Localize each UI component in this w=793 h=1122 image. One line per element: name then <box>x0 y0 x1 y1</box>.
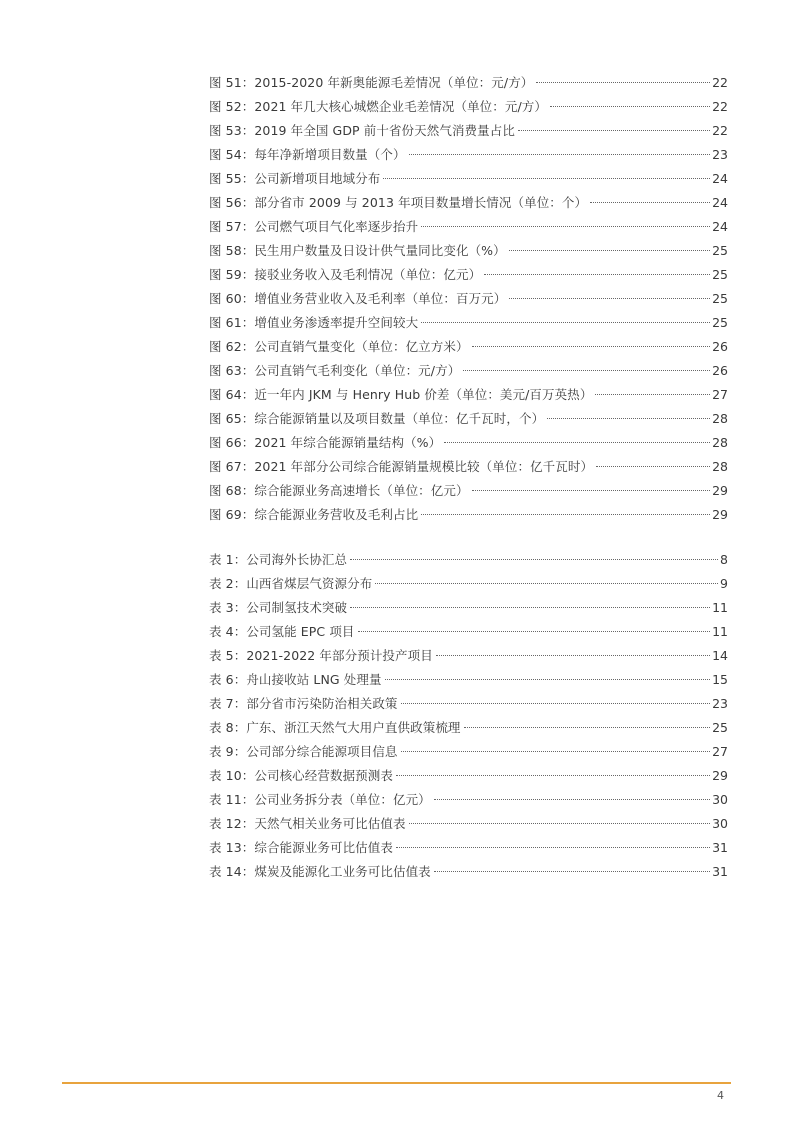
toc-entry-page: 29 <box>712 507 728 522</box>
dot-leader <box>434 799 710 800</box>
toc-entry-label: 表 2：山西省煤层气资源分布 <box>209 576 373 591</box>
toc-entry[interactable] <box>209 122 728 146</box>
toc-entry-page: 23 <box>712 696 728 711</box>
toc-entry-label: 图 60：增值业务营业收入及毛利率（单位：百万元） <box>209 291 507 306</box>
toc-entry-page: 25 <box>712 720 728 735</box>
toc-entry-label: 表 4：公司氢能 EPC 项目 <box>209 624 355 639</box>
toc-entry[interactable] <box>209 623 728 647</box>
toc-entry-label: 表 9：公司部分综合能源项目信息 <box>209 744 398 759</box>
toc-entry-label: 表 5：2021-2022 年部分预计投产项目 <box>209 648 433 663</box>
dot-leader <box>595 394 710 395</box>
toc-entry[interactable] <box>209 815 728 839</box>
toc-entry-page: 27 <box>712 387 728 402</box>
toc-entry[interactable] <box>209 791 728 815</box>
toc-entry[interactable] <box>209 386 728 410</box>
dot-leader <box>396 847 710 848</box>
toc-entry-label: 图 52：2021 年几大核心城燃企业毛差情况（单位：元/方） <box>209 99 547 114</box>
toc-entry-page: 27 <box>712 744 728 759</box>
toc-entry-page: 22 <box>712 99 728 114</box>
toc-entry-label: 图 65：综合能源销量以及项目数量（单位：亿千瓦时，个） <box>209 411 545 426</box>
toc-entry[interactable] <box>209 551 728 575</box>
toc-entry[interactable] <box>209 575 728 599</box>
toc-entry[interactable] <box>209 314 728 338</box>
toc-entry[interactable] <box>209 98 728 122</box>
toc-entry-page: 24 <box>712 219 728 234</box>
toc-entry-label: 图 62：公司直销气量变化（单位：亿立方米） <box>209 339 469 354</box>
toc-entry-page: 28 <box>712 459 728 474</box>
toc-entry-page: 25 <box>712 315 728 330</box>
toc-entry[interactable] <box>209 599 728 623</box>
dot-leader <box>434 871 710 872</box>
dot-leader <box>518 130 710 131</box>
dot-leader <box>421 322 710 323</box>
toc-entry[interactable] <box>209 218 728 242</box>
toc-entry-label: 图 54：每年净新增项目数量（个） <box>209 147 406 162</box>
toc-entry-page: 11 <box>712 600 728 615</box>
toc-entry-page: 25 <box>712 291 728 306</box>
toc-entry-label: 表 1：公司海外长协汇总 <box>209 552 348 567</box>
toc-entry-label: 图 66：2021 年综合能源销量结构（%） <box>209 435 442 450</box>
dot-leader <box>536 82 710 83</box>
toc-entry-label: 图 69：综合能源业务营收及毛利占比 <box>209 507 419 522</box>
dot-leader <box>509 298 710 299</box>
toc-entry-label: 表 12：天然气相关业务可比估值表 <box>209 816 406 831</box>
toc-entry-label: 图 59：接驳业务收入及毛利情况（单位：亿元） <box>209 267 482 282</box>
toc-entry[interactable] <box>209 482 728 506</box>
toc-entry[interactable] <box>209 671 728 695</box>
toc-entry-label: 图 63：公司直销气毛利变化（单位：元/方） <box>209 363 461 378</box>
toc-entry-page: 26 <box>712 363 728 378</box>
toc-entry[interactable] <box>209 74 728 98</box>
dot-leader <box>547 418 710 419</box>
toc-entry-page: 24 <box>712 171 728 186</box>
toc-entry-label: 表 10：公司核心经营数据预测表 <box>209 768 393 783</box>
toc-entry-page: 24 <box>712 195 728 210</box>
toc-entry[interactable] <box>209 839 728 863</box>
dot-leader <box>396 775 710 776</box>
page-number: 4 <box>717 1089 724 1102</box>
toc-entry-page: 23 <box>712 147 728 162</box>
toc-entry[interactable] <box>209 719 728 743</box>
dot-leader <box>358 631 711 632</box>
toc-entry[interactable] <box>209 362 728 386</box>
toc-entry-page: 25 <box>712 267 728 282</box>
dot-leader <box>401 703 711 704</box>
toc-entry-page: 9 <box>720 576 728 591</box>
toc-entry-page: 22 <box>712 75 728 90</box>
toc-entry-page: 8 <box>720 552 728 567</box>
toc-entry-page: 31 <box>712 864 728 879</box>
toc-entry-page: 14 <box>712 648 728 663</box>
toc-entry-label: 图 61：增值业务渗透率提升空间较大 <box>209 315 419 330</box>
toc-entry-label: 图 51：2015-2020 年新奥能源毛差情况（单位：元/方） <box>209 75 534 90</box>
dot-leader <box>509 250 710 251</box>
dot-leader <box>385 679 711 680</box>
toc-entry[interactable] <box>209 743 728 767</box>
dot-leader <box>463 370 710 371</box>
dot-leader <box>421 514 710 515</box>
toc-entry-page: 28 <box>712 435 728 450</box>
toc-entry[interactable] <box>209 506 728 530</box>
toc-entry-page: 29 <box>712 483 728 498</box>
toc-entry[interactable] <box>209 242 728 266</box>
dot-leader <box>421 226 710 227</box>
toc-entry-page: 22 <box>712 123 728 138</box>
toc-entry[interactable] <box>209 863 728 887</box>
toc-entry-label: 图 53：2019 年全国 GDP 前十省份天然气消费量占比 <box>209 123 515 138</box>
toc-entry[interactable] <box>209 290 728 314</box>
dot-leader <box>409 823 711 824</box>
table-list <box>209 551 728 887</box>
dot-leader <box>484 274 710 275</box>
dot-leader <box>409 154 711 155</box>
figure-list <box>209 74 728 530</box>
toc-entry-label: 图 56：部分省市 2009 与 2013 年项目数量增长情况（单位：个） <box>209 195 588 210</box>
toc-entry-page: 28 <box>712 411 728 426</box>
toc-entry[interactable] <box>209 338 728 362</box>
dot-leader <box>464 727 711 728</box>
toc-entry[interactable] <box>209 647 728 671</box>
dot-leader <box>350 607 710 608</box>
toc-entry[interactable] <box>209 695 728 719</box>
toc-entry-label: 表 11：公司业务拆分表（单位：亿元） <box>209 792 431 807</box>
toc-entry-label: 图 57：公司燃气项目气化率逐步抬升 <box>209 219 419 234</box>
dot-leader <box>590 202 710 203</box>
dot-leader <box>550 106 710 107</box>
toc-entry-label: 表 13：综合能源业务可比估值表 <box>209 840 393 855</box>
dot-leader <box>401 751 711 752</box>
toc-entry-page: 25 <box>712 243 728 258</box>
toc-entry[interactable] <box>209 458 728 482</box>
dot-leader <box>375 583 718 584</box>
toc-entry-label: 图 67：2021 年部分公司综合能源销量规模比较（单位：亿千瓦时） <box>209 459 594 474</box>
toc-entry[interactable] <box>209 767 728 791</box>
toc-entry-page: 30 <box>712 816 728 831</box>
footer-rule <box>62 1082 731 1084</box>
toc-entry-label: 表 8：广东、浙江天然气大用户直供政策梳理 <box>209 720 461 735</box>
dot-leader <box>350 559 718 560</box>
toc-entry[interactable] <box>209 410 728 434</box>
toc-entry-label: 表 7：部分省市污染防治相关政策 <box>209 696 398 711</box>
dot-leader <box>436 655 710 656</box>
toc-entry-label: 表 6：舟山接收站 LNG 处理量 <box>209 672 382 687</box>
dot-leader <box>383 178 710 179</box>
toc-entry-label: 图 58：民生用户数量及日设计供气量同比变化（%） <box>209 243 506 258</box>
dot-leader <box>472 490 711 491</box>
toc-entry-label: 表 3：公司制氢技术突破 <box>209 600 348 615</box>
toc-entry[interactable] <box>209 434 728 458</box>
toc-entry[interactable] <box>209 266 728 290</box>
dot-leader <box>472 346 711 347</box>
toc-entry-label: 图 68：综合能源业务高速增长（单位：亿元） <box>209 483 469 498</box>
toc-entry-label: 图 64：近一年内 JKM 与 Henry Hub 价差（单位：美元/百万英热） <box>209 387 593 402</box>
toc-entry-page: 26 <box>712 339 728 354</box>
toc-entry-page: 31 <box>712 840 728 855</box>
toc-entry[interactable] <box>209 146 728 170</box>
toc-entry-label: 图 55：公司新增项目地域分布 <box>209 171 381 186</box>
dot-leader <box>444 442 710 443</box>
toc-entry[interactable] <box>209 194 728 218</box>
toc-entry-page: 30 <box>712 792 728 807</box>
dot-leader <box>596 466 710 467</box>
toc-entry[interactable] <box>209 170 728 194</box>
toc-entry-page: 29 <box>712 768 728 783</box>
toc-entry-page: 11 <box>712 624 728 639</box>
toc-entry-label: 表 14：煤炭及能源化工业务可比估值表 <box>209 864 431 879</box>
toc-entry-page: 15 <box>712 672 728 687</box>
